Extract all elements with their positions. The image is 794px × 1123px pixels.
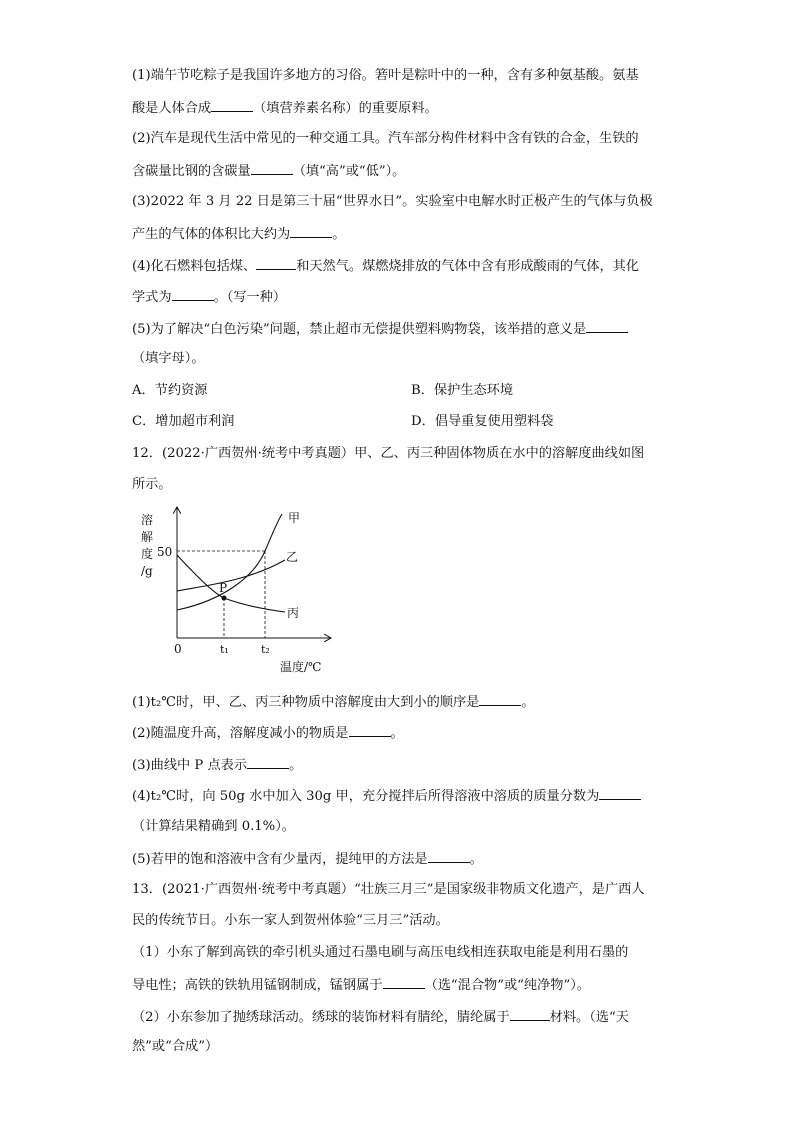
text: （填“高”或“低”）。 bbox=[292, 164, 406, 179]
text: 。 bbox=[332, 227, 346, 242]
y-label-3: 度 bbox=[141, 547, 154, 561]
answer-blank[interactable] bbox=[172, 287, 214, 301]
text: 材料。（选“天 bbox=[549, 1010, 629, 1025]
curve-jia bbox=[177, 514, 282, 610]
answer-blank[interactable] bbox=[251, 161, 293, 175]
q11-line-10: （填字母）。 bbox=[132, 351, 205, 366]
text: 。 bbox=[289, 758, 303, 773]
x-axis-label: 温度/℃ bbox=[280, 660, 322, 674]
text: （2）小东参加了抛绣球活动。绣球的装饰材料有腈纶，腈纶属于 bbox=[132, 1010, 510, 1025]
option-c[interactable]: C．增加超市利润 bbox=[132, 414, 235, 429]
text: 。 bbox=[521, 695, 535, 710]
q11-line-2 bbox=[132, 98, 438, 118]
q12-line-3 bbox=[132, 755, 302, 775]
text: 。（写一种） bbox=[213, 290, 287, 305]
origin-label: 0 bbox=[174, 642, 182, 656]
tick-label-t2: t₂ bbox=[261, 643, 270, 656]
text: (5)若甲的饱和溶液中含有少量丙，提纯甲的方法是 bbox=[132, 852, 428, 867]
q13-line-1: （1）小东了解到高铁的牵引机头通过石墨电刷与高压电线相连获取电能是利用石墨的 bbox=[132, 945, 629, 960]
q11-line-7 bbox=[132, 256, 639, 276]
q11-line-8 bbox=[132, 287, 286, 307]
curve-bing bbox=[177, 555, 285, 612]
y-label-1: 溶 bbox=[141, 513, 154, 527]
answer-blank[interactable] bbox=[247, 755, 289, 769]
q11-line-3: (2)汽车是现代生活中常见的一种交通工具。汽车部分构件材料中含有铁的合金，生铁的 bbox=[132, 131, 639, 146]
answer-blank[interactable] bbox=[383, 975, 425, 989]
answer-blank[interactable] bbox=[586, 319, 628, 333]
text: 。 bbox=[390, 726, 404, 741]
q11-line-4 bbox=[132, 161, 405, 181]
answer-blank[interactable] bbox=[290, 224, 332, 238]
point-p bbox=[222, 596, 227, 601]
q11-line-6 bbox=[132, 224, 345, 244]
q12-line-1 bbox=[132, 692, 535, 712]
series-label-yi: 乙 bbox=[286, 550, 299, 564]
tick-label-50: 50 bbox=[157, 545, 173, 559]
option-a[interactable]: A．节约资源 bbox=[132, 383, 208, 398]
q11-line-9 bbox=[132, 319, 628, 339]
text: 产生的气体的体积比大约为 bbox=[132, 227, 291, 242]
answer-blank[interactable] bbox=[256, 256, 296, 270]
option-b[interactable]: B．保护生态环境 bbox=[411, 383, 514, 398]
curve-yi bbox=[177, 560, 285, 591]
y-label-4: /g bbox=[141, 564, 153, 578]
q13-line-2 bbox=[132, 975, 590, 995]
answer-blank[interactable] bbox=[510, 1007, 550, 1021]
answer-blank[interactable] bbox=[599, 786, 641, 800]
text: (3)曲线中 P 点表示 bbox=[132, 758, 248, 773]
q12-header-line-2: 所示。 bbox=[132, 477, 172, 492]
q12-line-4 bbox=[132, 786, 641, 806]
text: (2)随温度升高，溶解度减小的物质是 bbox=[132, 726, 349, 741]
q13-header-line-2: 民的传统节日。小东一家人到贺州体验“三月三”活动。 bbox=[132, 913, 449, 928]
series-label-jia: 甲 bbox=[288, 511, 301, 525]
text: 导电性；高铁的铁轨用锰钢制成，锰钢属于 bbox=[132, 978, 383, 993]
answer-blank[interactable] bbox=[479, 692, 521, 706]
y-label-2: 解 bbox=[141, 530, 154, 544]
q13-line-4: 然”或“合成”） bbox=[132, 1039, 219, 1054]
tick-label-t1: t₁ bbox=[220, 643, 229, 656]
q12-line-5: （计算结果精确到 0.1%）。 bbox=[132, 819, 295, 834]
text: (4)化石燃料包括煤、 bbox=[132, 259, 257, 274]
q11-line-5: (3)2022 年 3 月 22 日是第三十届“世界水日”。实验室中电解水时正极产生的气体与负极 bbox=[132, 194, 653, 209]
solubility-chart bbox=[130, 500, 340, 680]
answer-blank[interactable] bbox=[349, 723, 391, 737]
q12-line-2 bbox=[132, 723, 404, 743]
text: 酸是人体合成 bbox=[132, 101, 212, 116]
text: （填营养素名称）的重要原料。 bbox=[253, 101, 438, 116]
option-d[interactable]: D．倡导重复使用塑料袋 bbox=[411, 414, 554, 429]
q12-header-line-1: 12．(2022·广西贺州·统考中考真题）甲、乙、丙三种固体物质在水中的溶解度曲线如图 bbox=[132, 446, 645, 461]
q12-line-6 bbox=[132, 849, 483, 869]
text: 含碳量比钢的含碳量 bbox=[132, 164, 251, 179]
series-label-bing: 丙 bbox=[287, 606, 300, 620]
point-label-p: P bbox=[219, 581, 228, 595]
q13-header-line-1: 13．(2021·广西贺州·统考中考真题）“壮族三月三”是国家级非物质文化遗产，是广西人 bbox=[132, 882, 645, 897]
text: 和天然气。煤燃烧排放的气体中含有形成酸雨的气体，其化 bbox=[296, 259, 640, 274]
text: (5)为了解决“白色污染”问题，禁止超市无偿提供塑料购物袋，该举措的意义是 bbox=[132, 322, 587, 337]
text: （选“混合物”或“纯净物”）。 bbox=[424, 978, 590, 993]
q11-line-1: (1)端午节吃粽子是我国许多地方的习俗。箬叶是粽叶中的一种，含有多种氨基酸。氨基 bbox=[132, 68, 639, 83]
text: 。 bbox=[469, 852, 483, 867]
answer-blank[interactable] bbox=[428, 849, 470, 863]
answer-blank[interactable] bbox=[211, 98, 253, 112]
text: 学式为 bbox=[132, 290, 172, 305]
q13-line-3 bbox=[132, 1007, 629, 1027]
text: (4)t₂℃时，向 50g 水中加入 30g 甲，充分搅拌后所得溶液中溶质的质量分数为 bbox=[132, 789, 600, 804]
text: (1)t₂℃时，甲、乙、丙三种物质中溶解度由大到小的顺序是 bbox=[132, 695, 480, 710]
